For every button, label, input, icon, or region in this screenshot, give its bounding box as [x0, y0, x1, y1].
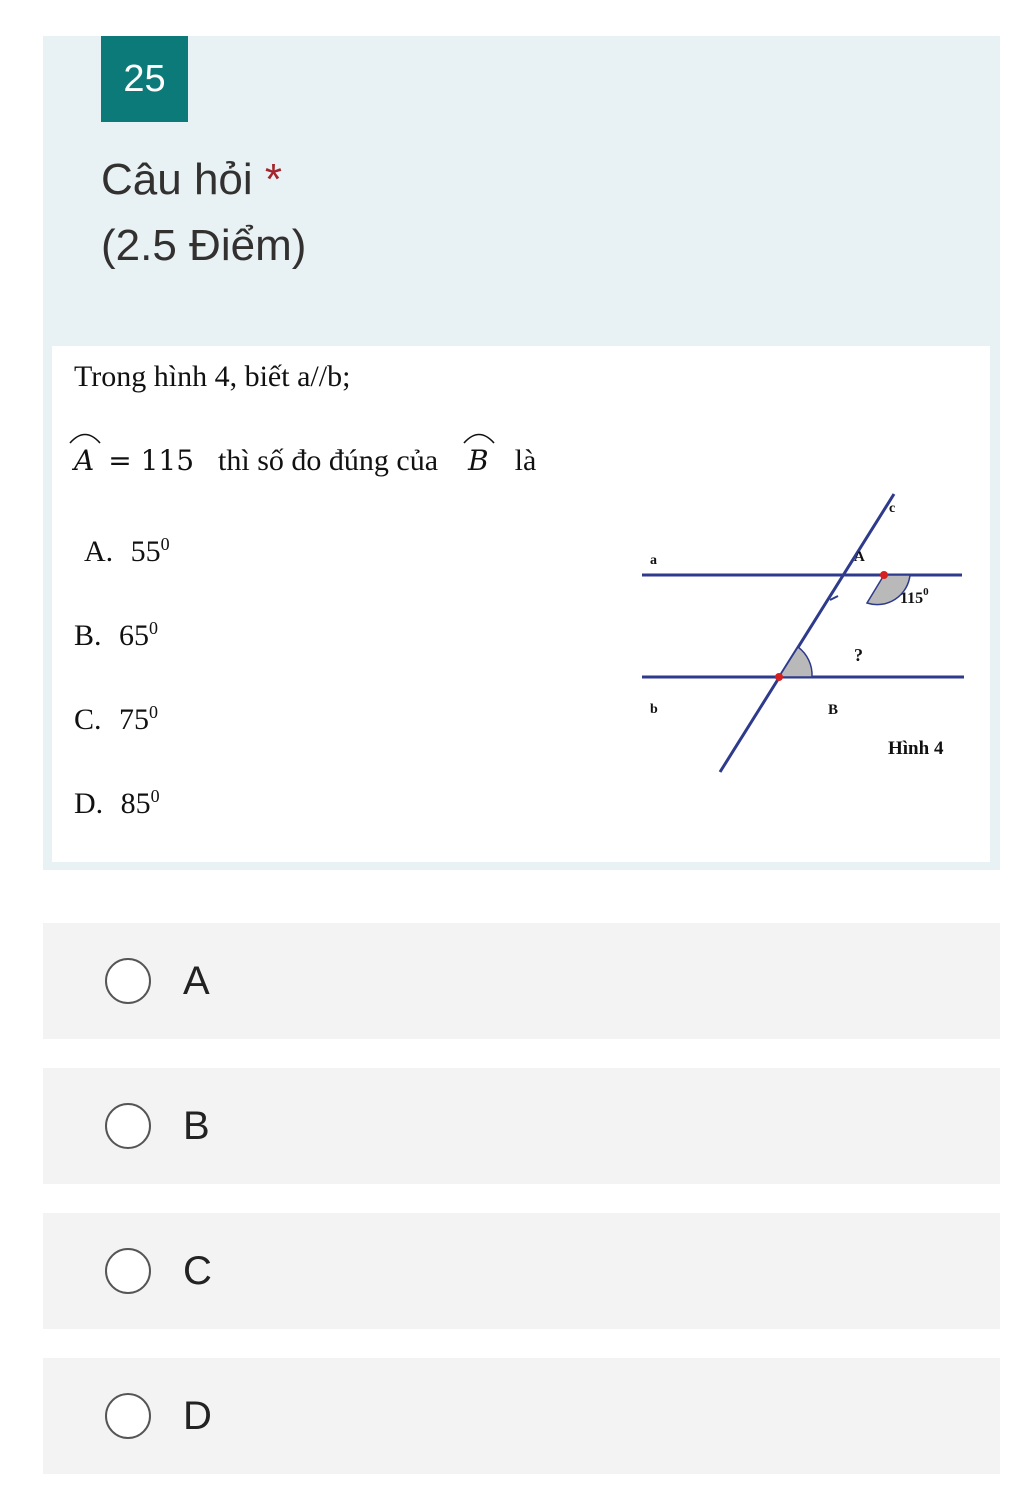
choice-a[interactable]	[43, 923, 1000, 1039]
question-points: (2.5 Điểm)	[101, 221, 307, 270]
radio-circle-icon[interactable]	[105, 1393, 151, 1439]
radio-circle-icon[interactable]	[105, 958, 151, 1004]
label-point-b: B	[828, 702, 839, 718]
option-d	[74, 786, 160, 821]
choice-b-label: B	[183, 1104, 210, 1148]
option-b-letter: B.	[74, 619, 102, 652]
angle-a-var: A	[74, 444, 95, 477]
angle-a-equals: = 115	[108, 444, 195, 477]
figure-caption: Hình 4	[888, 738, 944, 759]
label-point-a: A	[854, 549, 865, 565]
option-c-letter: C.	[74, 703, 102, 736]
choice-d-label: D	[183, 1394, 212, 1438]
question-text-line1: Trong hình 4, biết a//b;	[74, 360, 351, 393]
angle-a-symbol	[74, 444, 94, 477]
option-d-value: 85	[120, 787, 151, 820]
label-line-a: a	[650, 553, 657, 568]
question-text-mid: thì số đo đúng của	[218, 444, 439, 477]
angle-b-symbol	[468, 444, 489, 477]
choice-d[interactable]	[43, 1358, 1000, 1474]
option-a	[84, 534, 170, 569]
angle-b-arc	[779, 647, 812, 677]
choice-b[interactable]	[43, 1068, 1000, 1184]
option-a-letter: A.	[84, 535, 114, 568]
figure-4	[642, 486, 972, 786]
label-line-b: b	[650, 702, 658, 717]
choice-a-label: A	[183, 959, 210, 1003]
question-text-end: là	[514, 444, 537, 477]
label-line-c: c	[889, 501, 896, 516]
option-c-value: 75	[119, 703, 150, 736]
line-c	[720, 494, 894, 772]
question-number: 25	[101, 36, 188, 122]
option-d-sup: 0	[150, 786, 160, 806]
option-b	[74, 618, 158, 653]
question-title-text: Câu hỏi	[101, 155, 253, 204]
option-d-letter: D.	[74, 787, 104, 820]
label-angle-a-value: 115	[900, 590, 924, 607]
required-mark: *	[264, 155, 283, 204]
label-angle-a	[900, 586, 929, 607]
hat-arc-icon	[462, 430, 496, 444]
option-a-value: 55	[130, 535, 161, 568]
question-body	[52, 346, 990, 862]
choice-c[interactable]	[43, 1213, 1000, 1329]
choice-c-label: C	[183, 1249, 212, 1293]
option-b-sup: 0	[149, 618, 159, 638]
option-b-value: 65	[119, 619, 150, 652]
angle-b-var: B	[468, 444, 489, 477]
option-c	[74, 702, 158, 737]
label-angle-b: ?	[854, 645, 863, 665]
question-title	[101, 152, 282, 208]
point-b-dot	[775, 673, 783, 681]
question-text-line2	[74, 444, 536, 478]
question-card	[43, 36, 1000, 870]
option-a-sup: 0	[160, 534, 170, 554]
radio-circle-icon[interactable]	[105, 1103, 151, 1149]
point-a-dot	[880, 571, 888, 579]
hat-arc-icon	[68, 430, 102, 444]
label-angle-a-sup: 0	[923, 586, 929, 598]
option-c-sup: 0	[149, 702, 159, 722]
radio-circle-icon[interactable]	[105, 1248, 151, 1294]
